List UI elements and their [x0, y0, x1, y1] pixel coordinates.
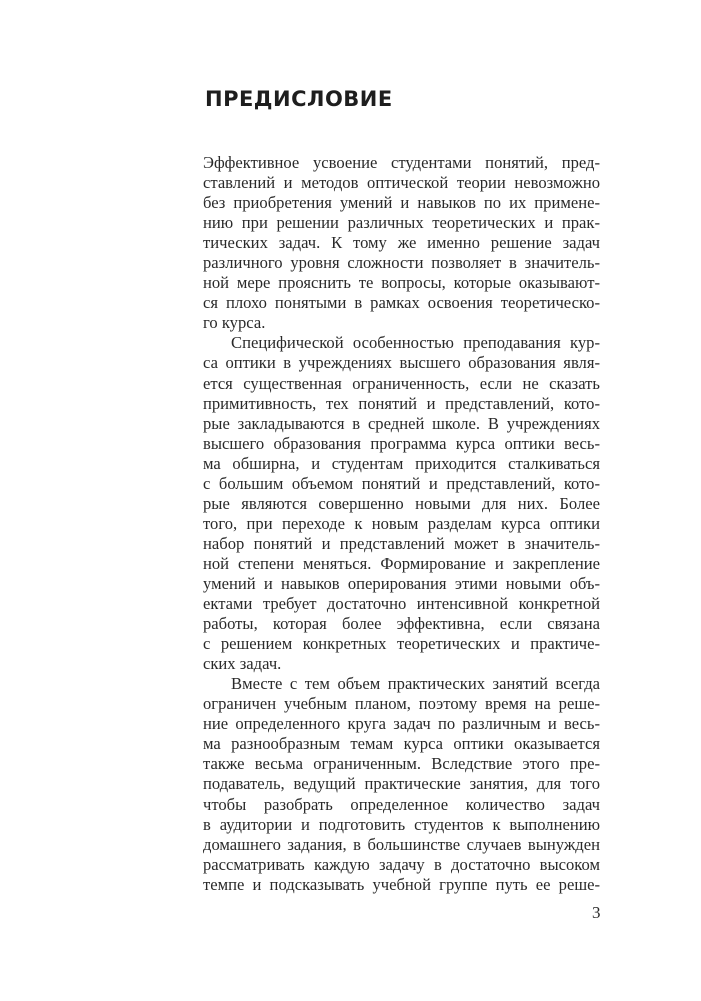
paragraph	[203, 674, 600, 895]
text-line: примитивность, тех понятий и представлений, кото-	[203, 393, 600, 413]
text-line: ется существенная ограниченность, если не сказать	[203, 373, 600, 393]
text-line: без приобретения умений и навыков по их примене-	[203, 193, 600, 213]
text-line: работы, которая более эффективна, если связана	[203, 614, 600, 634]
text-line: са оптики в учреждениях высшего образования явля-	[203, 353, 600, 373]
text-line: ся плохо понятыми в рамках освоения теоретическо-	[203, 293, 600, 313]
text-line: ограничен учебным планом, поэтому время на реше-	[203, 694, 600, 714]
text-line: рассматривать каждую задачу в достаточно высоком	[203, 854, 600, 874]
text-line: различного уровня сложности позволяет в значитель-	[203, 253, 600, 273]
body-text	[203, 153, 600, 895]
text-line: ских задач.	[203, 654, 282, 674]
text-line: ектами требует достаточно интенсивной конкретной	[203, 594, 600, 614]
text-line: ма обширна, и студентам приходится сталкиваться	[203, 453, 600, 473]
text-line: го курса.	[203, 313, 266, 333]
text-line: ной степени меняться. Формирование и закрепление	[203, 553, 600, 573]
paragraph	[203, 333, 600, 674]
text-line: чтобы разобрать определенное количество задач	[203, 794, 600, 814]
text-line: домашнего задания, в большинстве случаев вынужден	[203, 834, 600, 854]
page-number: 3	[592, 903, 601, 922]
chapter-heading: ПРЕДИСЛОВИЕ	[205, 87, 393, 111]
text-line: высшего образования программа курса оптики весь-	[203, 433, 600, 453]
text-line: ние определенного круга задач по различным и весь-	[203, 714, 600, 734]
text-line: рые являются совершенно новыми для них. Более	[203, 493, 600, 513]
text-line: Специфической особенностью преподавания кур-	[231, 333, 600, 353]
text-line: с большим объемом понятий и представлений, кото-	[203, 473, 600, 493]
text-line: набор понятий и представлений может в значитель-	[203, 533, 600, 553]
text-line: того, при переходе к новым разделам курса оптики	[203, 513, 600, 533]
text-line: ставлений и методов оптической теории невозможно	[203, 173, 600, 193]
text-line: тических задач. К тому же именно решение задач	[203, 233, 600, 253]
text-line: умений и навыков оперирования этими новыми объ-	[203, 573, 600, 593]
text-line: Эффективное усвоение студентами понятий, пред-	[203, 153, 600, 172]
paragraph	[203, 153, 600, 333]
text-line: подаватель, ведущий практические занятия, для того	[203, 774, 600, 794]
text-line: темпе и подсказывать учебной группе путь ее реше-	[203, 874, 600, 894]
text-line: также весьма ограниченным. Вследствие этого пре-	[203, 754, 600, 774]
text-line: в аудитории и подготовить студентов к выполнению	[203, 814, 600, 834]
text-line: рые закладываются в средней школе. В учреждениях	[203, 413, 600, 433]
text-line: нию при решении различных теоретических и прак-	[203, 213, 600, 233]
text-line: Вместе с тем объем практических занятий всегда	[231, 674, 600, 694]
text-line: с решением конкретных теоретических и практиче-	[203, 634, 600, 654]
text-line: ма разнообразным темам курса оптики оказывается	[203, 734, 600, 754]
text-line: ной мере прояснить те вопросы, которые оказывают-	[203, 273, 600, 293]
